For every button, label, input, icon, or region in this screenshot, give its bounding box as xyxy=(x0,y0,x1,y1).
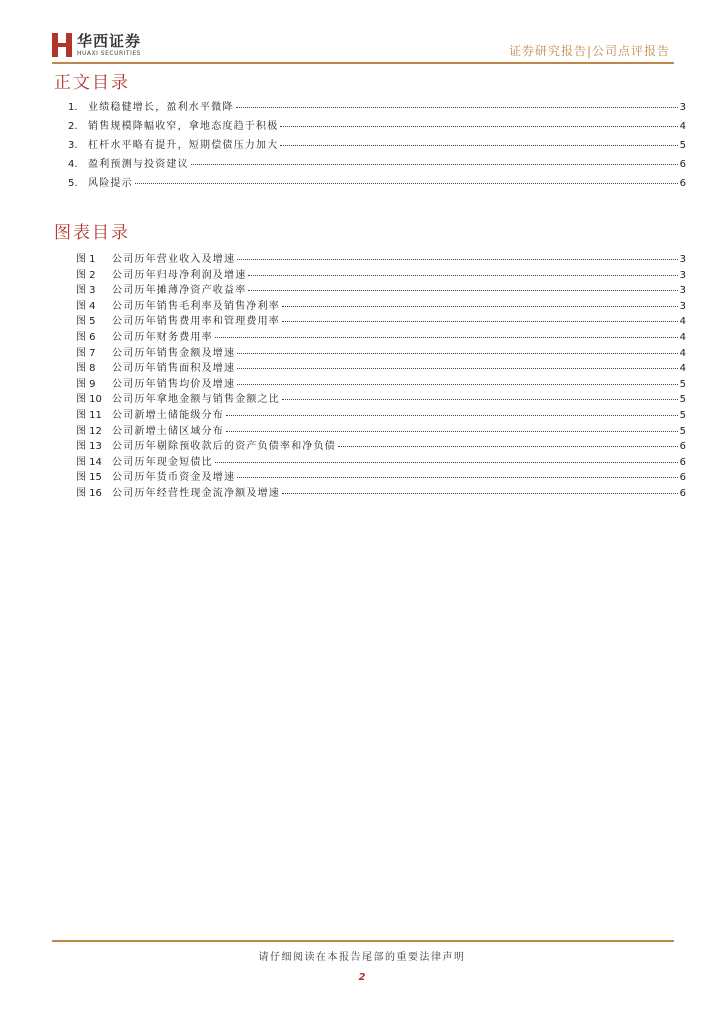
entry-label: 杠杆水平略有提升，短期偿债压力加大 xyxy=(88,140,279,151)
leader-dots xyxy=(282,399,678,400)
logo-mark-icon xyxy=(52,33,72,57)
header-divider xyxy=(52,62,674,64)
leader-dots xyxy=(237,353,677,354)
entry-number: 图 7 xyxy=(76,347,96,359)
logo-name-cn: 华西证券 xyxy=(77,32,142,50)
entry-page: 3 xyxy=(679,254,686,265)
leader-dots xyxy=(215,462,678,463)
entry-number: 图 11 xyxy=(76,410,102,421)
entry-page: 6 xyxy=(679,456,686,468)
entry-page: 3 xyxy=(679,102,686,113)
entry-number: 图 13 xyxy=(76,441,102,453)
leader-dots xyxy=(282,306,678,307)
entry-number: 图 12 xyxy=(76,425,102,437)
contents-title: 正文目录 xyxy=(54,73,130,93)
figure-entry[interactable] xyxy=(76,453,686,468)
entry-page: 4 xyxy=(679,363,686,375)
entry-page: 5 xyxy=(679,378,686,390)
leader-dots xyxy=(248,290,677,291)
contents-entry[interactable] xyxy=(68,155,686,170)
leader-dots xyxy=(338,446,678,447)
legal-notice: 请仔细阅读在本报告尾部的重要法律声明 xyxy=(258,952,466,963)
leader-dots xyxy=(237,477,677,478)
contents-entry[interactable] xyxy=(68,174,686,189)
entry-page: 6 xyxy=(679,159,686,170)
contents-entry[interactable] xyxy=(68,98,686,113)
figure-entry[interactable] xyxy=(76,422,686,437)
company-logo xyxy=(52,33,141,58)
entry-page: 4 xyxy=(679,316,686,328)
leader-dots xyxy=(248,275,677,276)
figure-entry[interactable] xyxy=(76,281,686,296)
entry-label: 公司历年现金短债比 xyxy=(112,456,213,468)
leader-dots xyxy=(226,431,678,432)
entry-number: 1. xyxy=(68,102,78,113)
entry-label: 公司历年销售毛利率及销售净利率 xyxy=(112,300,280,312)
page-number: 2 xyxy=(358,972,366,983)
entry-page: 3 xyxy=(679,285,686,297)
leader-dots xyxy=(282,321,678,322)
leader-dots xyxy=(280,126,677,127)
leader-dots xyxy=(191,164,678,165)
footer-divider xyxy=(52,940,674,942)
entry-number: 图 10 xyxy=(76,394,102,406)
entry-page: 4 xyxy=(679,347,686,359)
entry-label: 业绩稳健增长，盈利水平微降 xyxy=(88,102,234,113)
entry-number: 图 16 xyxy=(76,488,102,499)
entry-page: 6 xyxy=(679,178,686,189)
figure-entry[interactable] xyxy=(76,375,686,390)
entry-label: 公司新增土储能级分布 xyxy=(112,410,224,421)
figure-entry[interactable] xyxy=(76,266,686,281)
entry-label: 公司新增土储区域分布 xyxy=(112,425,224,437)
entry-page: 6 xyxy=(679,472,686,484)
entry-label: 公司历年销售金额及增速 xyxy=(112,347,236,359)
entry-page: 5 xyxy=(679,394,686,406)
leader-dots xyxy=(280,145,677,146)
leader-dots xyxy=(215,337,678,338)
page-header xyxy=(0,0,724,66)
logo-name-en: HUAXI SECURITIES xyxy=(77,50,141,57)
entry-number: 图 15 xyxy=(76,472,102,484)
figure-entry[interactable] xyxy=(76,328,686,343)
figure-entry[interactable] xyxy=(76,437,686,452)
figure-entry[interactable] xyxy=(76,468,686,483)
entry-page: 4 xyxy=(679,121,686,132)
entry-label: 公司历年销售面积及增速 xyxy=(112,363,236,375)
entry-label: 公司历年剔除预收款后的资产负债率和净负债 xyxy=(112,441,336,453)
figure-entry[interactable] xyxy=(76,406,686,421)
entry-page: 3 xyxy=(679,269,686,281)
entry-number: 图 9 xyxy=(76,378,96,390)
entry-label: 公司历年归母净利润及增速 xyxy=(112,269,247,281)
leader-dots xyxy=(237,384,677,385)
entry-label: 公司历年销售费用率和管理费用率 xyxy=(112,316,280,328)
entry-number: 图 2 xyxy=(76,269,96,281)
leader-dots xyxy=(282,493,678,494)
entry-label: 公司历年货币资金及增速 xyxy=(112,472,236,484)
entry-label: 公司历年销售均价及增速 xyxy=(112,378,236,390)
entry-page: 4 xyxy=(679,332,686,343)
entry-number: 图 4 xyxy=(76,300,96,312)
entry-number: 图 5 xyxy=(76,316,96,328)
entry-number: 图 14 xyxy=(76,456,102,468)
contents-entry[interactable] xyxy=(68,136,686,151)
entry-label: 公司历年财务费用率 xyxy=(112,332,213,343)
leader-dots xyxy=(237,259,677,260)
entry-label: 销售规模降幅收窄，拿地态度趋于积极 xyxy=(88,121,279,132)
entry-page: 5 xyxy=(679,425,686,437)
entry-label: 公司历年营业收入及增速 xyxy=(112,254,236,265)
figure-entry[interactable] xyxy=(76,390,686,405)
entry-number: 3. xyxy=(68,140,78,151)
entry-number: 图 8 xyxy=(76,363,96,375)
figure-entry[interactable] xyxy=(76,312,686,327)
entry-page: 3 xyxy=(679,300,686,312)
figure-entry[interactable] xyxy=(76,484,686,499)
entry-page: 6 xyxy=(679,441,686,453)
entry-label: 风险提示 xyxy=(88,178,133,189)
entry-label: 公司历年摊薄净资产收益率 xyxy=(112,285,247,297)
figure-entry[interactable] xyxy=(76,344,686,359)
figure-entry[interactable] xyxy=(76,250,686,265)
contents-entry[interactable] xyxy=(68,117,686,132)
figure-entry[interactable] xyxy=(76,359,686,374)
leader-dots xyxy=(135,183,678,184)
entry-number: 5. xyxy=(68,178,78,189)
leader-dots xyxy=(226,415,678,416)
entry-page: 6 xyxy=(679,488,686,499)
entry-number: 图 3 xyxy=(76,285,96,297)
entry-page: 5 xyxy=(679,140,686,151)
leader-dots xyxy=(237,368,677,369)
entry-number: 2. xyxy=(68,121,78,132)
report-type: 证券研究报告|公司点评报告 xyxy=(508,44,670,58)
entry-page: 5 xyxy=(679,410,686,421)
entry-label: 盈利预测与投资建议 xyxy=(88,159,189,170)
entry-number: 图 6 xyxy=(76,332,96,343)
figure-entry[interactable] xyxy=(76,297,686,312)
entry-label: 公司历年拿地金额与销售金额之比 xyxy=(112,394,280,406)
leader-dots xyxy=(236,107,678,108)
entry-label: 公司历年经营性现金流净额及增速 xyxy=(112,488,280,499)
figures-title: 图表目录 xyxy=(54,223,130,243)
entry-number: 图 1 xyxy=(76,254,96,265)
entry-number: 4. xyxy=(68,159,78,170)
